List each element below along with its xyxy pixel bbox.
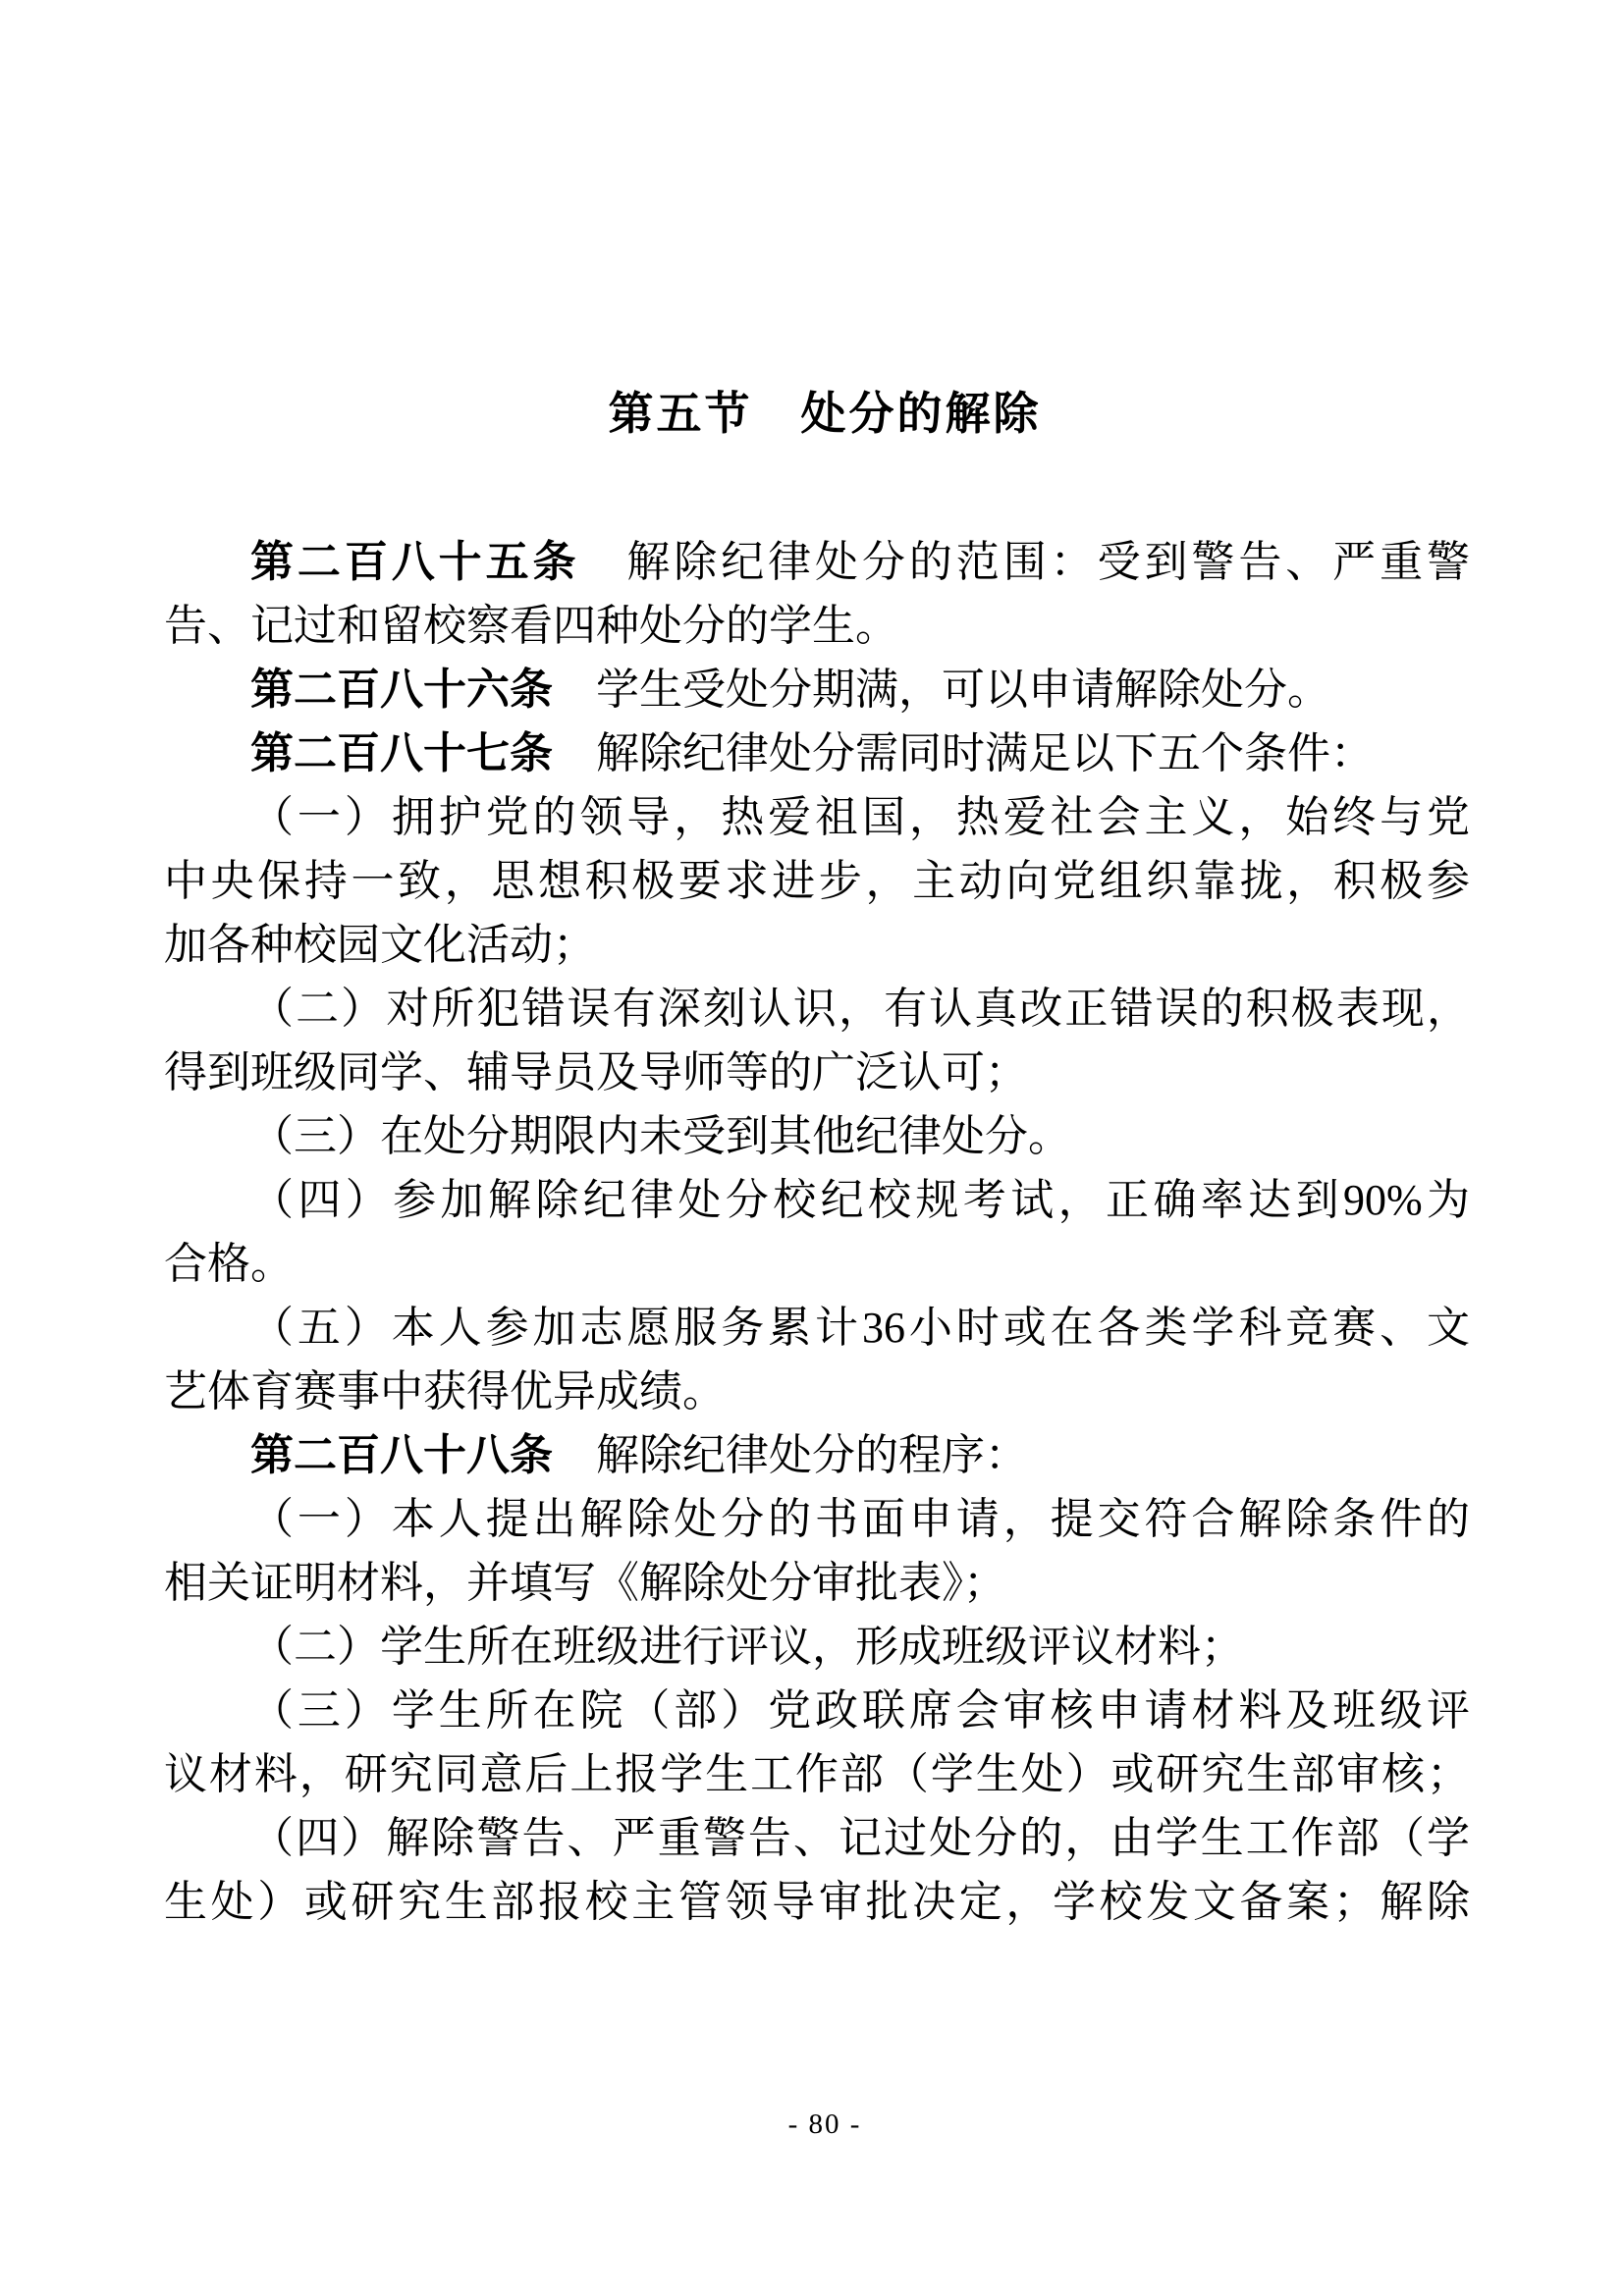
paragraph [164,530,1470,658]
paragraph [164,1168,1470,1296]
paragraph [164,1806,1470,1934]
text-segment: （三）学生所在院（部）党政联席会审核申请材料及班级评 [250,1686,1470,1735]
text-segment: 合格。 [164,1240,294,1288]
text-line [164,1742,1470,1806]
paragraph [164,1487,1470,1615]
text-line [164,785,1470,849]
text-line [164,1487,1470,1551]
paragraph [164,1104,1470,1168]
text-line [164,721,1470,785]
text-line [164,977,1470,1041]
paragraph [164,658,1470,721]
text-segment: 艺体育赛事中获得优异成绩。 [164,1367,726,1415]
text-segment: 议材料，研究同意后上报学生工作部（学生处）或研究生部审核； [164,1750,1470,1798]
article-number: 第二百八十六条 [250,666,553,714]
text-line [164,1041,1470,1104]
text-line [164,1360,1470,1423]
text-line [164,658,1470,721]
paragraph [164,1423,1470,1487]
text-segment: （五）本人参加志愿服务累计36小时或在各类学科竞赛、文 [250,1304,1470,1352]
article-number: 第二百八十八条 [250,1431,553,1479]
text-line [164,1615,1470,1679]
text-segment: 解除纪律处分的程序： [553,1431,1028,1479]
text-segment: 相关证明材料，并填写《解除处分审批表》； [164,1559,1006,1607]
text-segment: （二）学生所在班级进行评议，形成班级评议材料； [250,1623,1244,1671]
text-line [164,1870,1470,1934]
paragraph [164,785,1470,977]
text-line [164,913,1470,977]
text-line [164,1104,1470,1168]
text-segment: （一）本人提出解除处分的书面申请，提交符合解除条件的 [250,1495,1470,1543]
text-segment: （四）参加解除纪律处分校纪校规考试，正确率达到90%为 [250,1176,1470,1224]
text-segment: 学生受处分期满，可以申请解除处分。 [553,666,1330,714]
text-line [164,530,1470,594]
article-number: 第二百八十五条 [250,538,580,586]
text-line [164,1806,1470,1870]
text-segment: 生处）或研究生部报校主管领导审批决定，学校发文备案；解除 [164,1878,1470,1926]
page-number: - 80 - [787,2109,862,2140]
text-line [164,849,1470,913]
text-segment: 解除纪律处分需同时满足以下五个条件： [553,729,1374,777]
text-segment: （一）拥护党的领导，热爱祖国，热爱社会主义，始终与党 [250,793,1470,841]
text-segment: 解除纪律处分的范围：受到警告、严重警 [579,538,1471,586]
paragraph [164,721,1470,785]
article-number: 第二百八十七条 [250,729,553,777]
text-line [164,1168,1470,1232]
text-line [164,1679,1470,1742]
text-segment: 加各种校园文化活动； [164,921,596,969]
text-segment: （四）解除警告、严重警告、记过处分的，由学生工作部（学 [250,1814,1470,1862]
text-line [164,1423,1470,1487]
text-segment: （二）对所犯错误有深刻认识，有认真改正错误的积极表现， [250,985,1470,1033]
paragraph [164,1296,1470,1423]
text-segment: 告、记过和留校察看四种处分的学生。 [164,602,898,650]
text-line [164,594,1470,658]
text-segment: 得到班级同学、辅导员及导师等的广泛认可； [164,1048,1028,1096]
text-line [164,1232,1470,1296]
paragraph [164,1679,1470,1806]
text-segment: （三）在处分期限内未受到其他纪律处分。 [250,1112,1071,1160]
text-line [164,1296,1470,1360]
section-title: 第五节 处分的解除 [608,389,1042,439]
text-line [164,1551,1470,1615]
text-segment: 中央保持一致，思想积极要求进步，主动向党组织靠拢，积极参 [164,857,1470,905]
document-body [164,530,1470,1934]
paragraph [164,977,1470,1104]
paragraph [164,1615,1470,1679]
